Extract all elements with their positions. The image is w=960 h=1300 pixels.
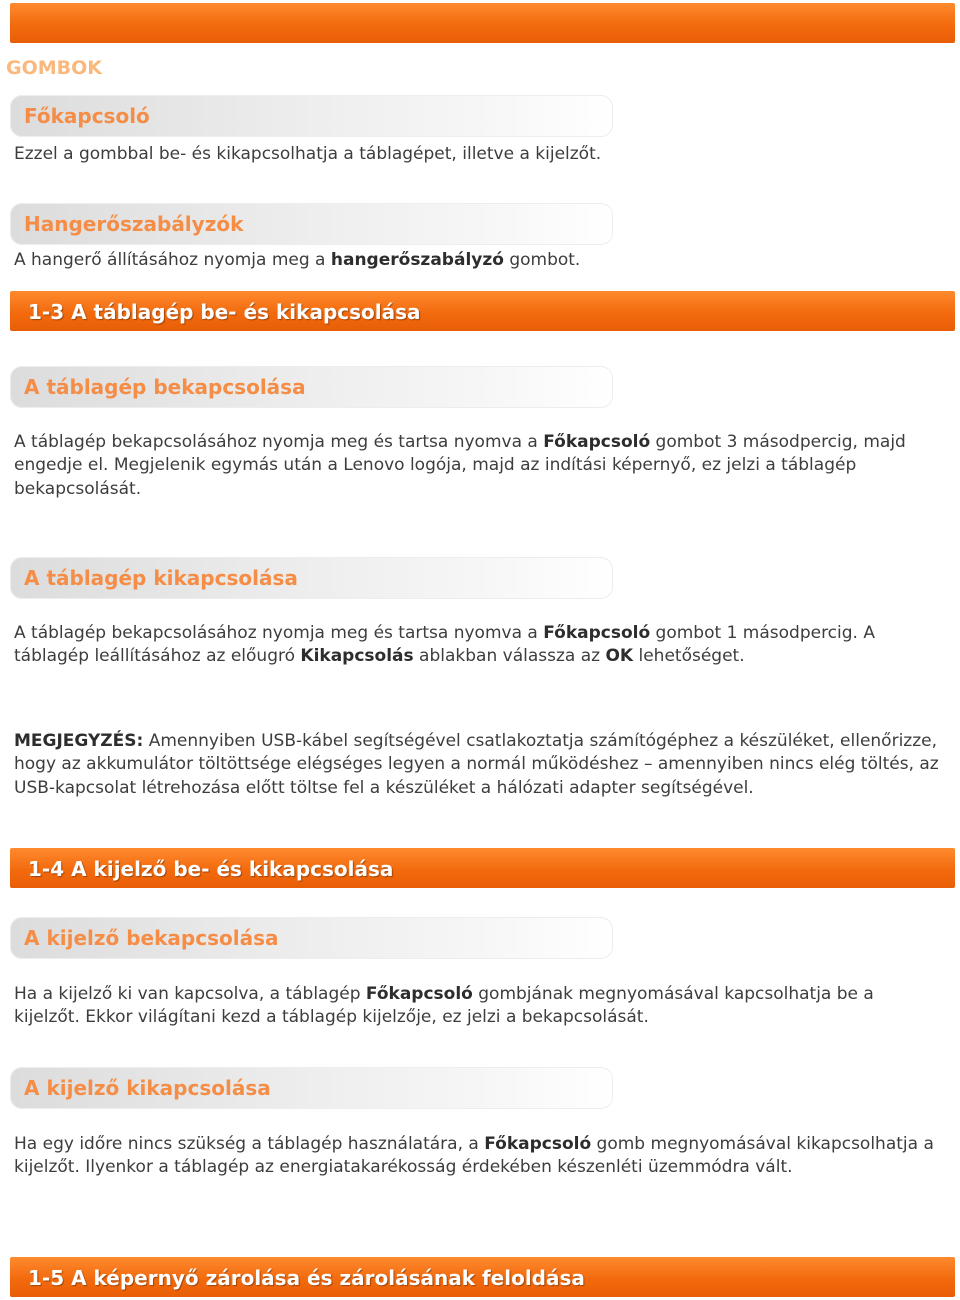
paragraph-text: Ha egy időre nincs szükség a táblagép használatára, a bbox=[14, 1134, 485, 1154]
subheading-bar-tablet-off bbox=[10, 557, 613, 599]
subheading-bar-display-off bbox=[10, 1067, 613, 1109]
subheading-bar-hangero bbox=[10, 203, 613, 245]
subheading-bar-fokapcsolo bbox=[10, 95, 613, 137]
paragraph-text: gombot. bbox=[503, 250, 581, 270]
bold-term: Főkapcsoló bbox=[484, 1134, 592, 1154]
paragraph-tablet-on bbox=[14, 431, 944, 501]
paragraph-fokapcsolo bbox=[14, 143, 944, 166]
bold-term: Főkapcsoló bbox=[365, 984, 473, 1004]
paragraph-text: gombjának megnyomásával kapcsolhatja be a kijelzőt. Ekkor világítani kezd a táblagép kijelzője, ez jelzi a bekapcsolását. bbox=[14, 984, 874, 1028]
bold-term: hangerőszabályzó bbox=[330, 250, 504, 270]
paragraph-text: lehetőséget. bbox=[633, 646, 745, 667]
note-label: MEGJEGYZÉS: bbox=[14, 731, 144, 751]
subheading-bar-display-on bbox=[10, 917, 613, 959]
section-label-gombok: GOMBOK bbox=[6, 57, 103, 79]
bold-term: OK bbox=[605, 646, 634, 667]
paragraph-display-off bbox=[14, 1133, 944, 1180]
chapter-bar-1-3 bbox=[10, 291, 955, 331]
paragraph-text: ablakban válassza az bbox=[413, 646, 606, 667]
subheading-fokapcsolo: Főkapcsoló bbox=[24, 104, 150, 128]
subheading-display-on: A kijelző bekapcsolása bbox=[24, 926, 279, 950]
subheading-display-off: A kijelző kikapcsolása bbox=[24, 1076, 271, 1100]
paragraph-text: Ezzel a gombbal be- és kikapcsolhatja a táblagépet, illetve a kijelzőt. bbox=[14, 144, 602, 164]
subheading-tablet-on: A táblagép bekapcsolása bbox=[24, 375, 306, 399]
paragraph-text: A táblagép bekapcsolásához nyomja meg és tartsa nyomva a bbox=[14, 623, 544, 643]
paragraph-text: gomb megnyomásával kikapcsolhatja a kijelzőt. Ilyenkor a táblagép az energiatakarékosság érdekében készenléti üzemmódra vált. bbox=[14, 1134, 934, 1178]
paragraph-text: gombot 1 másodpercig. A táblagép leállításához az előugró bbox=[14, 623, 875, 667]
subheading-bar-tablet-on bbox=[10, 366, 613, 408]
bold-term: Főkapcsoló bbox=[543, 432, 651, 452]
paragraph-display-on bbox=[14, 983, 944, 1030]
subheading-hangero: Hangerőszabályzók bbox=[24, 212, 244, 236]
paragraph-text: A hangerő állításához nyomja meg a bbox=[14, 250, 331, 270]
paragraph-text: gombot 3 másodpercig, majd engedje el. Megjelenik egymás után a Lenovo logója, majd az indítási képernyő, ez jelzi a táblagép bekapcsolását. bbox=[14, 432, 906, 499]
chapter-title-1-5: 1-5 A képernyő zárolása és zárolásának feloldása bbox=[28, 1266, 585, 1290]
paragraph-tablet-off bbox=[14, 622, 944, 669]
paragraph-note bbox=[14, 730, 944, 800]
top-header-bar bbox=[10, 3, 955, 43]
chapter-title-1-3: 1-3 A táblagép be- és kikapcsolása bbox=[28, 300, 421, 324]
paragraph-text: A táblagép bekapcsolásához nyomja meg és tartsa nyomva a bbox=[14, 432, 544, 452]
bold-term: Főkapcsoló bbox=[543, 623, 651, 643]
chapter-bar-1-4 bbox=[10, 848, 955, 888]
chapter-bar-1-5 bbox=[10, 1257, 955, 1297]
subheading-tablet-off: A táblagép kikapcsolása bbox=[24, 566, 298, 590]
chapter-title-1-4: 1-4 A kijelző be- és kikapcsolása bbox=[28, 857, 394, 881]
paragraph-hangero bbox=[14, 249, 944, 272]
paragraph-text: Ha a kijelző ki van kapcsolva, a táblagép bbox=[14, 984, 366, 1004]
paragraph-text: Amennyiben USB-kábel segítségével csatlakoztatja számítógéphez a készüléket, ellenőrizze, hogy az akkumulátor töltöttsége elégséges legyen a normál működéshez – amennyiben nincs elég töltés, az USB-kapcsolat létrehozása előtt töltse fel a készüléket a hálózati adapter segítségével. bbox=[14, 731, 939, 798]
bold-term: Kikapcsolás bbox=[300, 646, 414, 667]
